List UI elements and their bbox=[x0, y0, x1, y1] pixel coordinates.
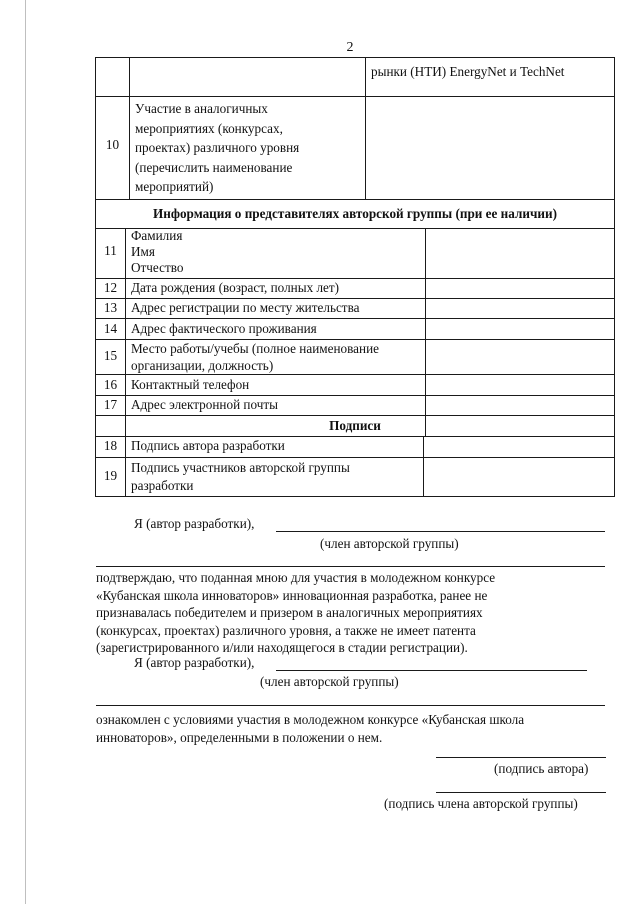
row-16-number: 16 bbox=[103, 377, 118, 392]
row-12-label: Дата рождения (возраст, полных лет) bbox=[131, 280, 340, 295]
row-13-number: 13 bbox=[103, 300, 118, 315]
row-18-label: Подпись автора разработки bbox=[131, 438, 285, 453]
page-number: 2 bbox=[346, 40, 354, 55]
declaration-1-caption: (член авторской группы) bbox=[320, 536, 459, 551]
declaration-2-caption: (член авторской группы) bbox=[260, 674, 399, 689]
row-9-value: рынки (НТИ) EnergyNet и TechNet bbox=[371, 64, 565, 79]
row-12-number: 12 bbox=[103, 280, 118, 295]
section-authors-heading: Информация о представителях авторской группы (при ее наличии) bbox=[152, 206, 558, 221]
row-15-label: Место работы/учебы (полное наименование организации, должность) bbox=[131, 341, 379, 373]
member-signature-caption: (подпись члена авторской группы) bbox=[384, 796, 578, 811]
row-19-label: Подпись участников авторской группы разработки bbox=[131, 460, 350, 493]
scan-edge-line bbox=[25, 0, 26, 904]
declaration-1-name-line bbox=[276, 531, 605, 532]
row-17-number: 17 bbox=[103, 397, 118, 412]
row-11-label: Фамилия Имя Отчество bbox=[131, 228, 184, 275]
declaration-2-prefix: Я (автор разработки), bbox=[134, 655, 255, 670]
row-16-label: Контактный телефон bbox=[131, 377, 250, 392]
row-15-number: 15 bbox=[103, 348, 118, 363]
declaration-1-full-line bbox=[96, 566, 605, 567]
row-10-number: 10 bbox=[105, 137, 120, 152]
member-signature-line bbox=[436, 792, 606, 793]
row-11-number: 11 bbox=[104, 243, 117, 258]
row-18-number: 18 bbox=[103, 438, 118, 453]
declaration-1-text: подтверждаю, что поданная мною для участия в молодежном конкурсе «Кубанская школа инноваторов» инновационная разработка, ранее не признавалась победителем и призером в аналогичных мероприятиях (конкурсах, проектах) различного уровня, а также не имеет патента (зарегистрированного и/или находящегося в стадии регистрации). bbox=[96, 570, 496, 655]
row-13-label: Адрес регистрации по месту жительства bbox=[131, 300, 360, 315]
declaration-1-prefix: Я (автор разработки), bbox=[134, 516, 255, 531]
row-17-label: Адрес электронной почты bbox=[131, 397, 278, 412]
row-14-number: 14 bbox=[103, 321, 118, 336]
row-19-number: 19 bbox=[103, 468, 118, 483]
section-signatures-heading: Подписи bbox=[329, 418, 381, 433]
declaration-2-text: ознакомлен с условиями участия в молодежном конкурсе «Кубанская школа инноваторов», определенными в положении о нем. bbox=[96, 712, 525, 745]
row-10-label: Участие в аналогичных мероприятиях (конкурсах, проектах) различного уровня (перечислить наименование мероприятий) bbox=[135, 101, 300, 194]
author-signature-caption: (подпись автора) bbox=[494, 761, 589, 776]
author-signature-line bbox=[436, 757, 606, 758]
declaration-2-name-line bbox=[276, 670, 587, 671]
row-14-label: Адрес фактического проживания bbox=[131, 321, 317, 336]
declaration-2-full-line bbox=[96, 705, 605, 706]
